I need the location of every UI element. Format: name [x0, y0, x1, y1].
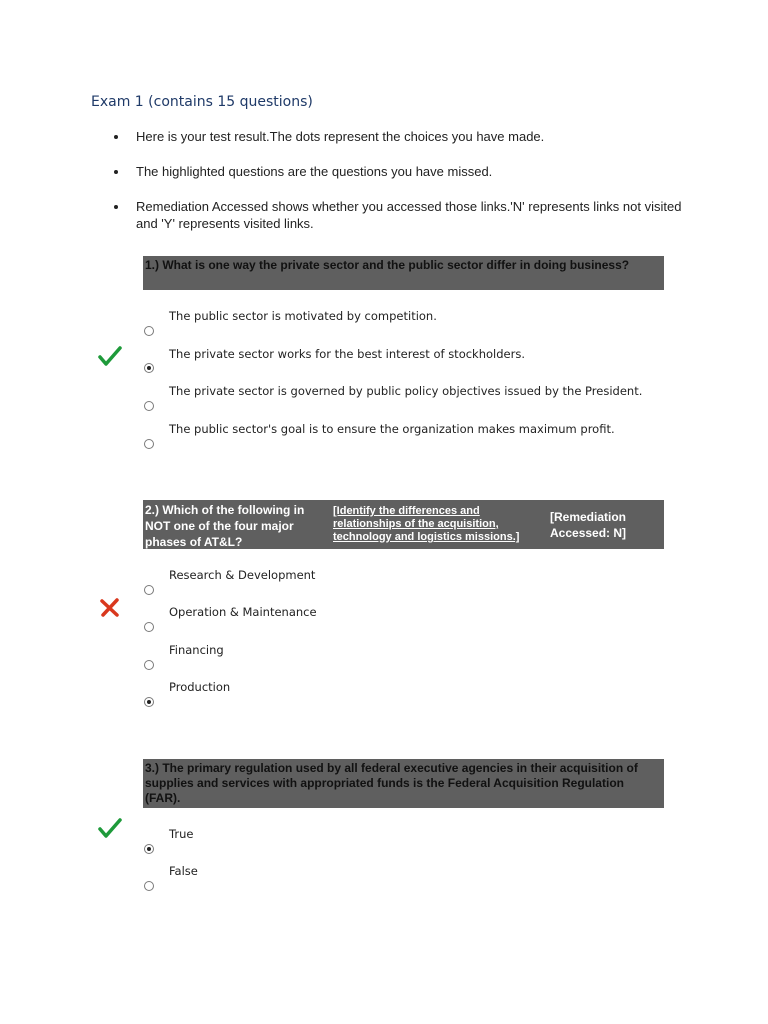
question-3-header — [143, 759, 664, 808]
question-2-option-1: Research & Development — [169, 568, 316, 582]
question-1-option-3: The private sector is governed by public policy objectives issued by the President. — [169, 384, 643, 398]
question-3-radio-1[interactable] — [144, 844, 154, 854]
instructions-list — [112, 128, 682, 250]
question-2-radio-1[interactable] — [144, 585, 154, 595]
question-1-option-1: The public sector is motivated by competition. — [169, 309, 437, 323]
question-1-text: 1.) What is one way the private sector and the public sector differ in doing business? — [145, 258, 630, 272]
cross-icon — [98, 596, 122, 620]
instruction-item: Remediation Accessed shows whether you accessed those links.'N' represents links not visited and 'Y' represents visited links. — [112, 198, 682, 232]
question-3-text: 3.) The primary regulation used by all federal executive agencies in their acquisition of supplies and services with appropriated funds is the Federal Acquisition Regulation (FAR). — [145, 761, 638, 805]
question-1-radio-3[interactable] — [144, 401, 154, 411]
question-1-radio-2[interactable] — [144, 363, 154, 373]
question-2-header — [143, 500, 664, 549]
question-2-radio-2[interactable] — [144, 622, 154, 632]
remediation-status: [Remediation Accessed: N] — [550, 510, 627, 540]
instruction-item: The highlighted questions are the questions you have missed. — [112, 163, 682, 180]
question-1-radio-1[interactable] — [144, 326, 154, 336]
instruction-item: Here is your test result.The dots represent the choices you have made. — [112, 128, 682, 145]
question-2-option-2: Operation & Maintenance — [169, 605, 317, 619]
question-2-option-3: Financing — [169, 643, 224, 657]
page-title: Exam 1 (contains 15 questions) — [91, 94, 313, 110]
checkmark-icon — [98, 344, 122, 368]
question-2-text: 2.) Which of the following in NOT one of the four major phases of AT&L? — [145, 503, 305, 549]
question-2-radio-3[interactable] — [144, 660, 154, 670]
question-3-option-2: False — [169, 864, 198, 878]
question-3-radio-2[interactable] — [144, 881, 154, 891]
question-1-radio-4[interactable] — [144, 439, 154, 449]
question-1-option-4: The public sector's goal is to ensure the organization makes maximum profit. — [169, 422, 615, 436]
question-3-option-1: True — [169, 827, 194, 841]
question-2-option-4: Production — [169, 680, 231, 694]
question-1-header — [143, 256, 664, 290]
remediation-link[interactable]: [Identify the differences and relationships of the acquisition, technology and logistics missions.] — [333, 505, 520, 543]
question-1-option-2: The private sector works for the best interest of stockholders. — [169, 347, 525, 361]
question-2-radio-4[interactable] — [144, 697, 154, 707]
checkmark-icon — [98, 816, 122, 840]
remediation-link-cell — [331, 500, 548, 549]
